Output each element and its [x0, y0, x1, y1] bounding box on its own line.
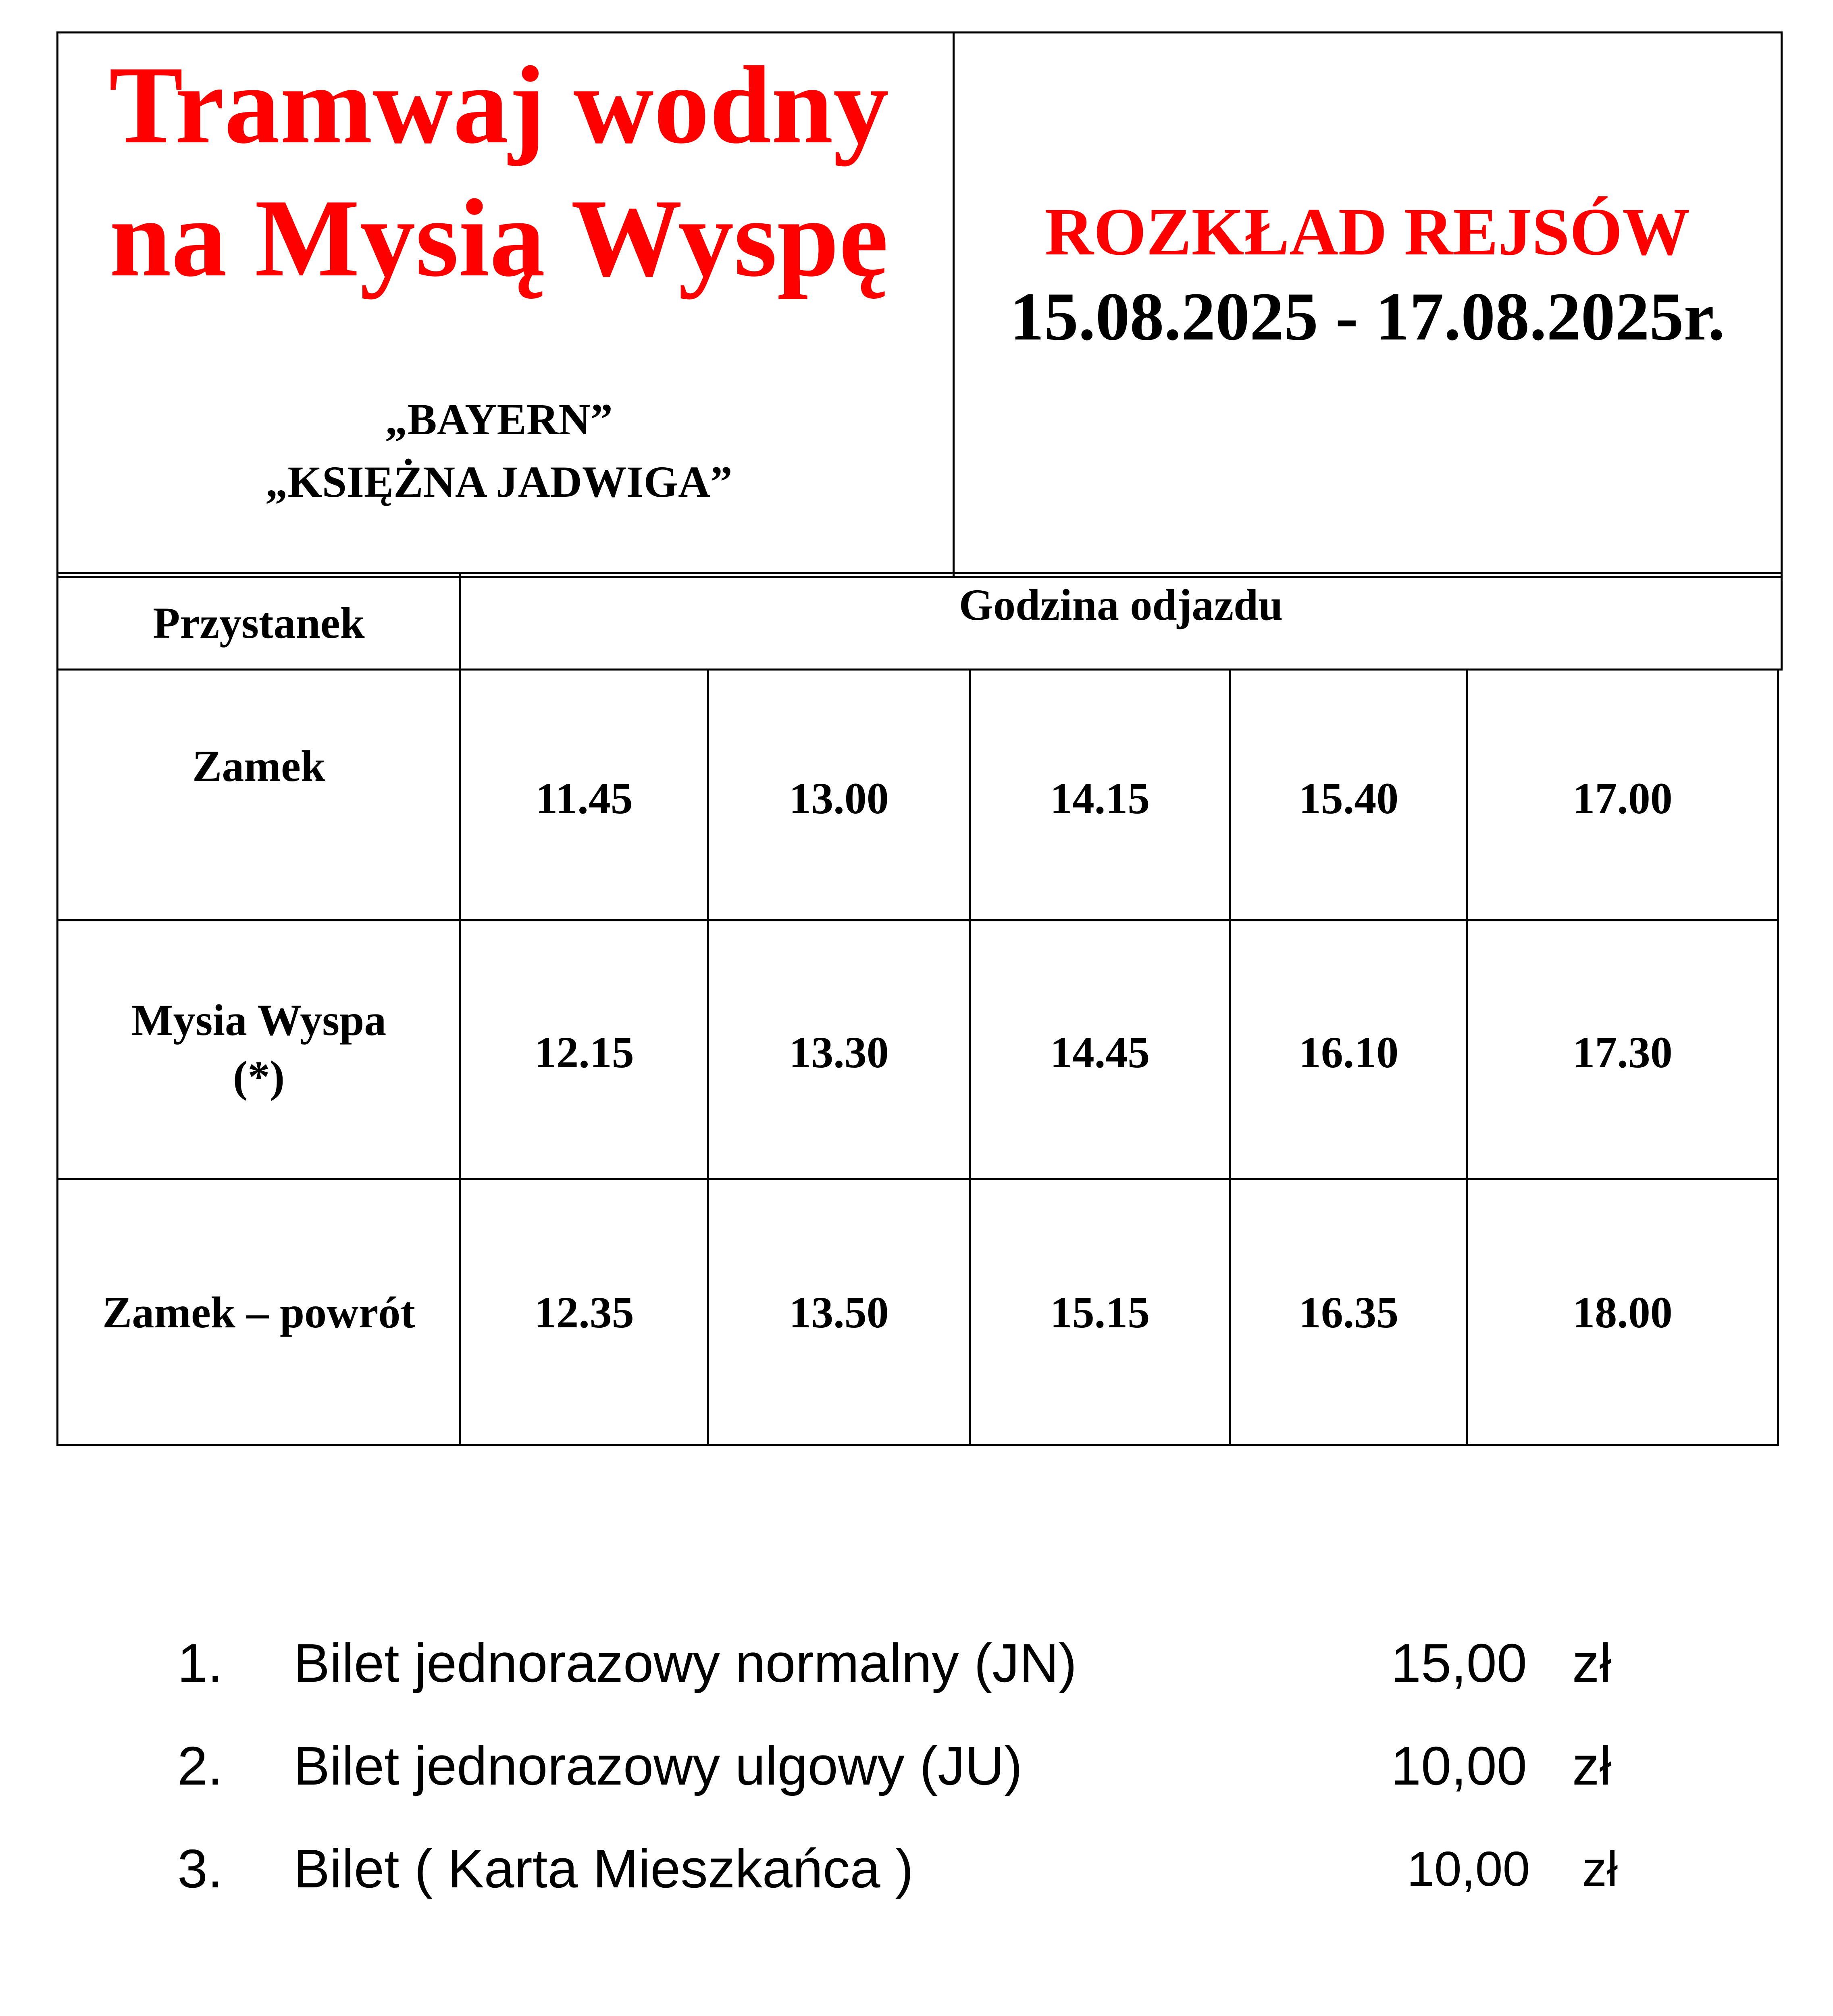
departure-time: 13.50 [789, 1288, 889, 1337]
column-header-stop: Przystanek [153, 598, 365, 648]
stop-name-zamek: Zamek [192, 741, 325, 791]
departure-time: 13.30 [789, 1028, 889, 1077]
title-line-2: na Mysią Wyspę [109, 176, 888, 300]
ticket-number: 1. [177, 1633, 223, 1693]
departure-time: 15.40 [1298, 774, 1399, 823]
schedule-label: ROZKŁAD REJSÓW [1044, 194, 1690, 269]
ticket-number: 2. [177, 1735, 223, 1796]
departure-time: 14.15 [1050, 774, 1150, 823]
ticket-name: Bilet jednorazowy normalny (JN) [293, 1633, 1077, 1693]
ticket-number: 3. [177, 1838, 223, 1899]
ticket-price: 10,00 [1391, 1735, 1527, 1796]
grid-row-line-2 [56, 1178, 1779, 1180]
ticket-currency: zł [1572, 1735, 1612, 1796]
departure-time: 16.35 [1298, 1288, 1399, 1337]
date-range: 15.08.2025 - 17.08.2025r. [1010, 279, 1725, 354]
ticket-currency: zł [1582, 1841, 1618, 1896]
departure-time: 17.30 [1573, 1028, 1673, 1077]
stop-name-zamek-powrot: Zamek – powrót [102, 1288, 416, 1337]
departure-time: 12.35 [534, 1288, 634, 1337]
header-divider [953, 31, 955, 578]
column-header-departure: Godzina odjazdu [959, 580, 1283, 629]
ship-name-ksiezna-jadwiga: „KSIĘŻNA JADWIGA” [265, 457, 732, 506]
ticket-price: 10,00 [1407, 1841, 1530, 1896]
departure-time: 17.00 [1573, 774, 1673, 823]
ticket-currency: zł [1572, 1633, 1612, 1693]
ship-name-bayern: „BAYERN” [385, 395, 613, 444]
stop-name-mysia-wyspa: Mysia Wyspa [131, 996, 387, 1045]
departure-time: 12.15 [534, 1028, 634, 1077]
title-line-1: Tramwaj wodny [109, 43, 889, 167]
departure-time: 14.45 [1050, 1028, 1150, 1077]
departure-time: 13.00 [789, 774, 889, 823]
ticket-name: Bilet jednorazowy ulgowy (JU) [293, 1735, 1023, 1796]
departure-time: 16.10 [1298, 1028, 1399, 1077]
departure-time: 18.00 [1573, 1288, 1673, 1337]
stop-note-asterisk: (*) [233, 1052, 285, 1101]
departure-time: 11.45 [535, 774, 633, 823]
ticket-name: Bilet ( Karta Mieszkańca ) [293, 1838, 913, 1899]
departure-time: 15.15 [1050, 1288, 1150, 1337]
grid-row-line-1 [56, 919, 1779, 921]
ticket-price: 15,00 [1391, 1633, 1527, 1693]
